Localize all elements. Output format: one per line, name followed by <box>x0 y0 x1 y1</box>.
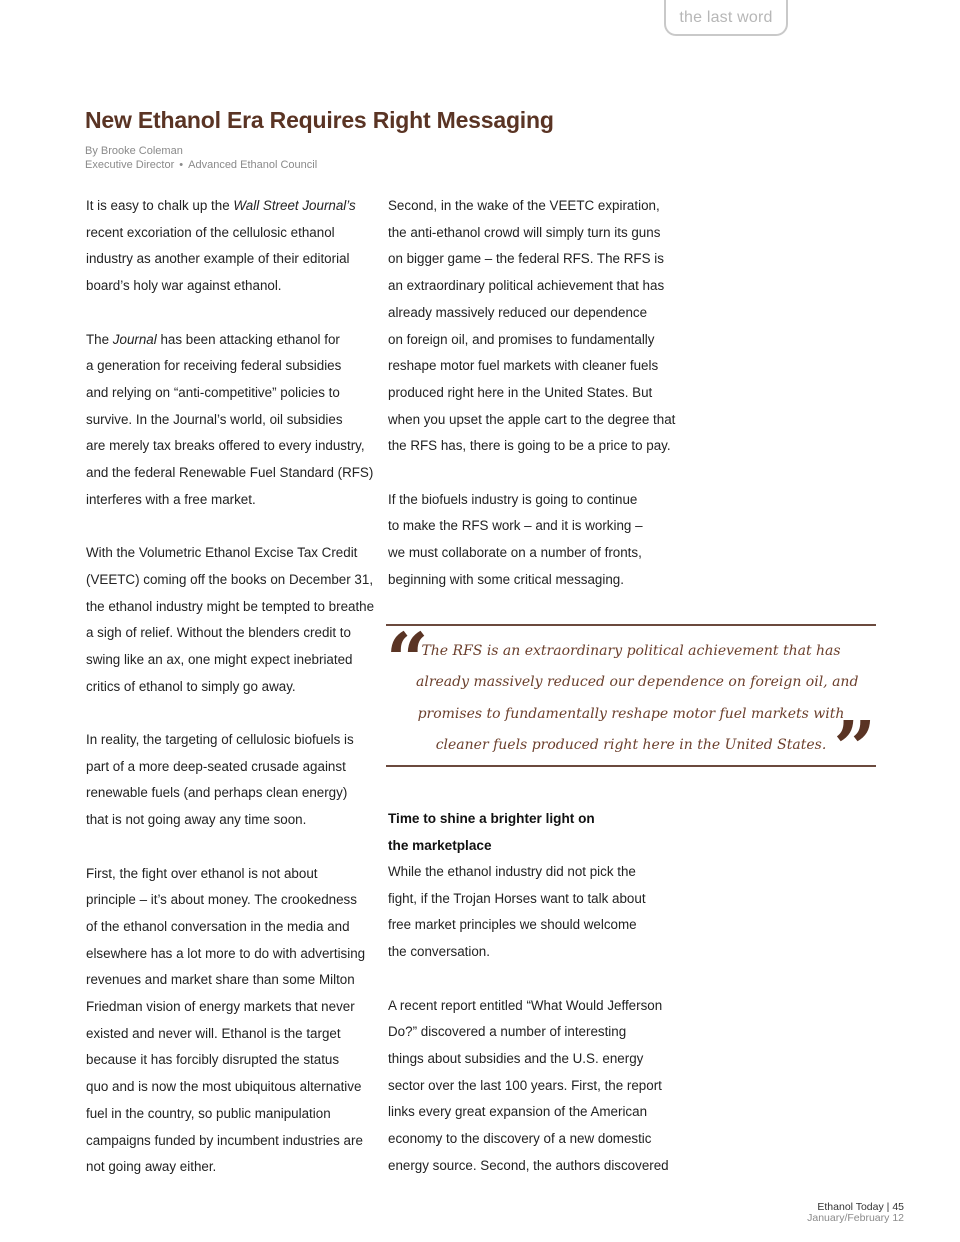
text-line: of the ethanol conversation in the media and <box>86 918 350 934</box>
text-line: reshape motor fuel markets with cleaner fuels <box>388 358 659 374</box>
text-line: beginning with some critical messaging. <box>388 571 624 587</box>
text-line: (VEETC) coming off the books on December 31, <box>86 571 374 587</box>
pull-quote-line: The RFS is an extraordinary political achievement that has <box>421 643 841 659</box>
paragraph <box>86 727 376 834</box>
text-line: It is easy to chalk up the Wall Street Journal’s <box>86 198 356 213</box>
right-column <box>388 193 676 620</box>
pull-quote-line: promises to fundamentally reshape motor fuel markets with <box>417 705 845 722</box>
paragraph <box>388 193 676 460</box>
text-line: are merely tax breaks offered to every industry, <box>86 438 365 454</box>
byline-separator: • <box>179 159 184 171</box>
text-line: While the ethanol industry did not pick the <box>388 864 636 879</box>
byline-affiliation <box>85 158 317 172</box>
text-line: board’s holy war against ethanol. <box>86 278 282 294</box>
paragraph <box>86 327 376 514</box>
text-line: the RFS has, there is going to be a price to pay. <box>388 438 671 454</box>
text-line: on foreign oil, and promises to fundamentally <box>388 331 655 347</box>
subhead-line: Time to shine a brighter light on <box>388 811 595 826</box>
pull-quote <box>386 618 876 792</box>
text-line: Friedman vision of energy markets that never <box>86 999 355 1015</box>
text-line: links every great expansion of the American <box>388 1104 648 1120</box>
text-line: In reality, the targeting of cellulosic biofuels is <box>86 732 354 748</box>
text-line: survive. In the Journal’s world, oil subsidies <box>86 411 343 427</box>
text-line: fight, if the Trojan Horses want to talk about <box>388 890 646 906</box>
text-line: the conversation. <box>388 944 490 960</box>
publication-name: Journal <box>112 331 157 347</box>
text-line: A recent report entitled “What Would Jefferson <box>388 997 663 1013</box>
text-line: to make the RFS work – and it is working – <box>388 518 643 534</box>
text-line: not going away either. <box>86 1159 217 1175</box>
text-line: recent excoriation of the cellulosic ethanol <box>86 224 335 240</box>
paragraph <box>86 540 376 700</box>
text-line: quo and is now the most ubiquitous alternative <box>86 1079 362 1095</box>
text-line: an extraordinary political achievement that has <box>388 278 665 294</box>
text-line: and relying on “anti-competitive” policies to <box>86 384 340 400</box>
paragraph <box>86 861 376 1181</box>
paragraph <box>86 193 376 300</box>
footer-divider: | <box>886 1201 890 1213</box>
text-line: renewable fuels (and perhaps clean energy) <box>86 785 348 801</box>
text-line: energy source. Second, the authors discovered <box>388 1157 669 1173</box>
text-line: First, the fight over ethanol is not about <box>86 865 318 881</box>
text-line: the ethanol industry might be tempted to breathe <box>86 598 375 614</box>
pull-quote-line: already massively reduced our dependence on foreign oil, and <box>416 674 859 691</box>
byline-organization: Advanced Ethanol Council <box>188 159 318 171</box>
publication-name: Wall Street Journal’s <box>233 198 356 213</box>
text-line: and the federal Renewable Fuel Standard (RFS) <box>86 465 374 481</box>
issue-date: January/February 12 <box>807 1212 904 1224</box>
text-line: already massively reduced our dependence <box>388 304 648 320</box>
paragraph <box>388 993 673 1180</box>
paragraph <box>388 487 673 594</box>
article-title: New Ethanol Era Requires Right Messaging <box>85 107 554 133</box>
text-line: that is not going away any time soon. <box>86 812 307 828</box>
text-line: because it has forcibly disrupted the status <box>86 1052 340 1068</box>
text-line: principle – it’s about money. The crookedness <box>86 892 357 908</box>
text-line: things about subsidies and the U.S. energy <box>388 1050 644 1066</box>
text-line: when you upset the apple cart to the degree that <box>388 411 676 427</box>
text-line: industry as another example of their editorial <box>86 251 350 267</box>
close-quote-icon: ” <box>833 706 876 792</box>
text-line: existed and never will. Ethanol is the target <box>86 1025 341 1041</box>
byline-role: Executive Director <box>85 159 175 171</box>
paragraph <box>388 859 673 966</box>
text-line: the anti-ethanol crowd will simply turn its guns <box>388 224 661 240</box>
text-line: Do?” discovered a number of interesting <box>388 1024 627 1040</box>
text-line: The Journal has been attacking ethanol for <box>86 331 340 347</box>
text-line: sector over the last 100 years. First, the report <box>388 1077 662 1093</box>
text-line: on bigger game – the federal RFS. The RFS is <box>388 251 664 267</box>
text-line: swing like an ax, one might expect inebriated <box>86 651 353 667</box>
publication-name: Ethanol Today <box>817 1201 884 1213</box>
page-number: 45 <box>892 1201 904 1213</box>
text-line: Second, in the wake of the VEETC expiration, <box>388 198 660 213</box>
text-line: elsewhere has a lot more to do with advertising <box>86 945 366 961</box>
section-tab: the last word <box>664 0 788 36</box>
text-line: fuel in the country, so public manipulation <box>86 1105 331 1121</box>
pull-quote-text <box>416 636 859 761</box>
byline <box>85 144 317 172</box>
text-line: free market principles we should welcome <box>388 917 637 933</box>
page-footer <box>807 1202 904 1224</box>
right-column-continued <box>388 859 673 1206</box>
text-line: interferes with a free market. <box>86 491 256 507</box>
text-line: we must collaborate on a number of fronts, <box>388 545 642 561</box>
subhead-line: the marketplace <box>388 837 492 853</box>
text-line: produced right here in the United States. But <box>388 384 653 400</box>
text-line: part of a more deep-seated crusade against <box>86 758 346 774</box>
text-line: revenues and market share than some Milton <box>86 972 355 988</box>
text-line: With the Volumetric Ethanol Excise Tax Credit <box>86 545 358 561</box>
text-line: economy to the discovery of a new domestic <box>388 1131 652 1147</box>
byline-author: By Brooke Coleman <box>85 145 183 157</box>
open-quote-icon: “ <box>386 618 429 704</box>
section-subhead <box>388 806 595 859</box>
text-line: a generation for receiving federal subsidies <box>86 358 342 374</box>
text-line: If the biofuels industry is going to continue <box>388 491 638 507</box>
text-line: critics of ethanol to simply go away. <box>86 678 296 694</box>
pull-quote-line: cleaner fuels produced right here in the United States. <box>435 736 827 753</box>
text-line: campaigns funded by incumbent industries are <box>86 1132 363 1148</box>
left-column <box>86 193 376 1208</box>
text-line: a sigh of relief. Without the blenders credit to <box>86 625 351 641</box>
